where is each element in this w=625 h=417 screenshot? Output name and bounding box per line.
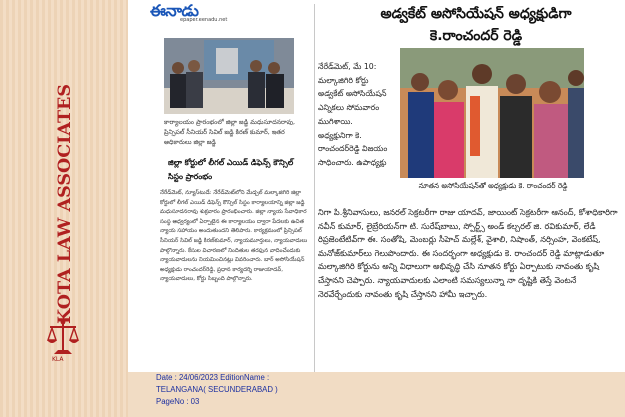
left-headline: జిల్లా కోర్టులో లీగల్ ఎయిడ్ డిఫెన్స్ కౌన్సిల్ సిస్టం ప్రారంభం (168, 158, 294, 181)
page-line: PageNo : 03 (156, 397, 200, 406)
firm-name-text: KOTA LAW ASSOCIATES (55, 90, 75, 324)
column-divider (314, 4, 315, 372)
association-group-photo (400, 48, 584, 178)
right-body-full: నిగా పి.శ్రీనివాసులు, జనరల్ సెక్రటరీగా రాజు యాదవ్, జాయింట్ సెక్రటరీగా ఆనంద్, కోశాధికారిగా నవీన్ కుమార్, లైబ్రేరియన్‌గా టి. సురేష్‌బాబు, స్పోర్ట్స్ అండ్ కల్చరల్ జి. రవికుమార్, లేడీ రిప్రజెంటేటివ్‌గా ఈ. సంతోషి, మెంబర్లు సీహెచ్ మల్లేశ్, వైశాలి, నిషాంత్, నర్సింహ, వెంకటేష్, మనోజ్‌కుమార్‌లు గెలుపొందారు. ఈ సందర్భంగా అధ్యక్షుడు కె. రాంచందర్ రెడ్డి మాట్లాడుతూ మల్కాజిగిరి కోర్టును అన్ని విధాలుగా అభివృద్ధి చేసి నూతన కోర్టు ఏర్పాటుకు నావంతు కృషి చేస్తానని చెప్పారు. న్యాయవాదులకు ఎలాంటి సమస్యలున్నా నా దృష్టికి తెస్తే వెంటనే నెరవేర్చేందుకు నావంతు కృషి చేస్తానని హామీ ఇచ్చారు. (318, 207, 618, 299)
left-photo-caption: కార్యాలయం ప్రారంభంలో జిల్లా జడ్జి మధుసూదనరావు, ప్రిన్సిపల్ సీనియర్ సివిల్ జడ్జి కిరణ్ కుమార్, ఇతర అధికారులు జిల్లా జడ్జి (164, 119, 296, 146)
newspaper-clipping (128, 0, 625, 372)
masthead-url: epaper.eenadu.net (180, 17, 228, 23)
right-headline: అడ్వకేట్ అసోసియేషన్ అధ్యక్షుడిగా కె.రాంచందర్ రెడ్డి (380, 6, 572, 44)
masthead (150, 1, 240, 23)
logo-label: KLA (52, 356, 64, 363)
scales-logo-icon (46, 318, 80, 358)
masthead-title: ఈనాడు (150, 1, 199, 20)
right-photo-caption: నూతన అసోసియేషన్‌తో అధ్యక్షుడు కె. రాంచందర్ రెడ్డి (418, 181, 568, 190)
edition-line: TELANGANA( SECUNDERABAD ) (156, 385, 278, 394)
firm-name (40, 76, 88, 326)
right-body-column: నేరేడ్‌మెట్, మే 10: మల్కాజిగిరి కోర్టు అడ్వకేట్ అసోసియేషన్ ఎన్నికలు సోమవారం ముగిశాయి. అధ్యక్షునిగా కె. రాంచందర్‌రెడ్డి విజయం సాధించారు. ఉపాధ్యక్షు (318, 62, 388, 167)
date-line: Date : 24/06/2023 EditionName : (156, 373, 270, 382)
left-body: నేరేడ్‌మెట్, న్యూస్‌టుడే: నేరేడ్‌మెట్‌లోని మేడ్చల్ మల్కాజిగిరి జిల్లా కోర్టులో లీగల్ ఎయిడ్ డిఫెన్స్ కౌన్సిల్ సిస్టం కార్యాలయాన్ని జిల్లా జడ్జి మధుసూదనరావు శుక్రవారం ప్రారంభించారు. జిల్లా న్యాయ సేవాధికార సంస్థ ఆధ్వర్యంలో ఏర్పాటైన ఈ కార్యాలయం ద్వారా పేదలకు ఉచిత న్యాయ సహాయం అందుతుందని తెలిపారు. కార్యక్రమంలో ప్రిన్సిపల్ సీనియర్ సివిల్ జడ్జి కిరణ్‌కుమార్, న్యాయమూర్తులు, న్యాయవాదులు పాల్గొన్నారు. కేసుల విచారణలో నిందితుల తరఫున వాదించేందుకు న్యాయవాదులను నియమించినట్లు వివరించారు. బార్ అసోసియేషన్ అధ్యక్షుడు రాంచందర్‌రెడ్డి, ప్రధాన కార్యదర్శి రాజుయాదవ్, న్యాయవాదులు, కోర్టు సిబ్బంది పాల్గొన్నారు. (160, 190, 308, 283)
inauguration-photo (164, 38, 294, 114)
clipping-metadata (156, 372, 278, 408)
